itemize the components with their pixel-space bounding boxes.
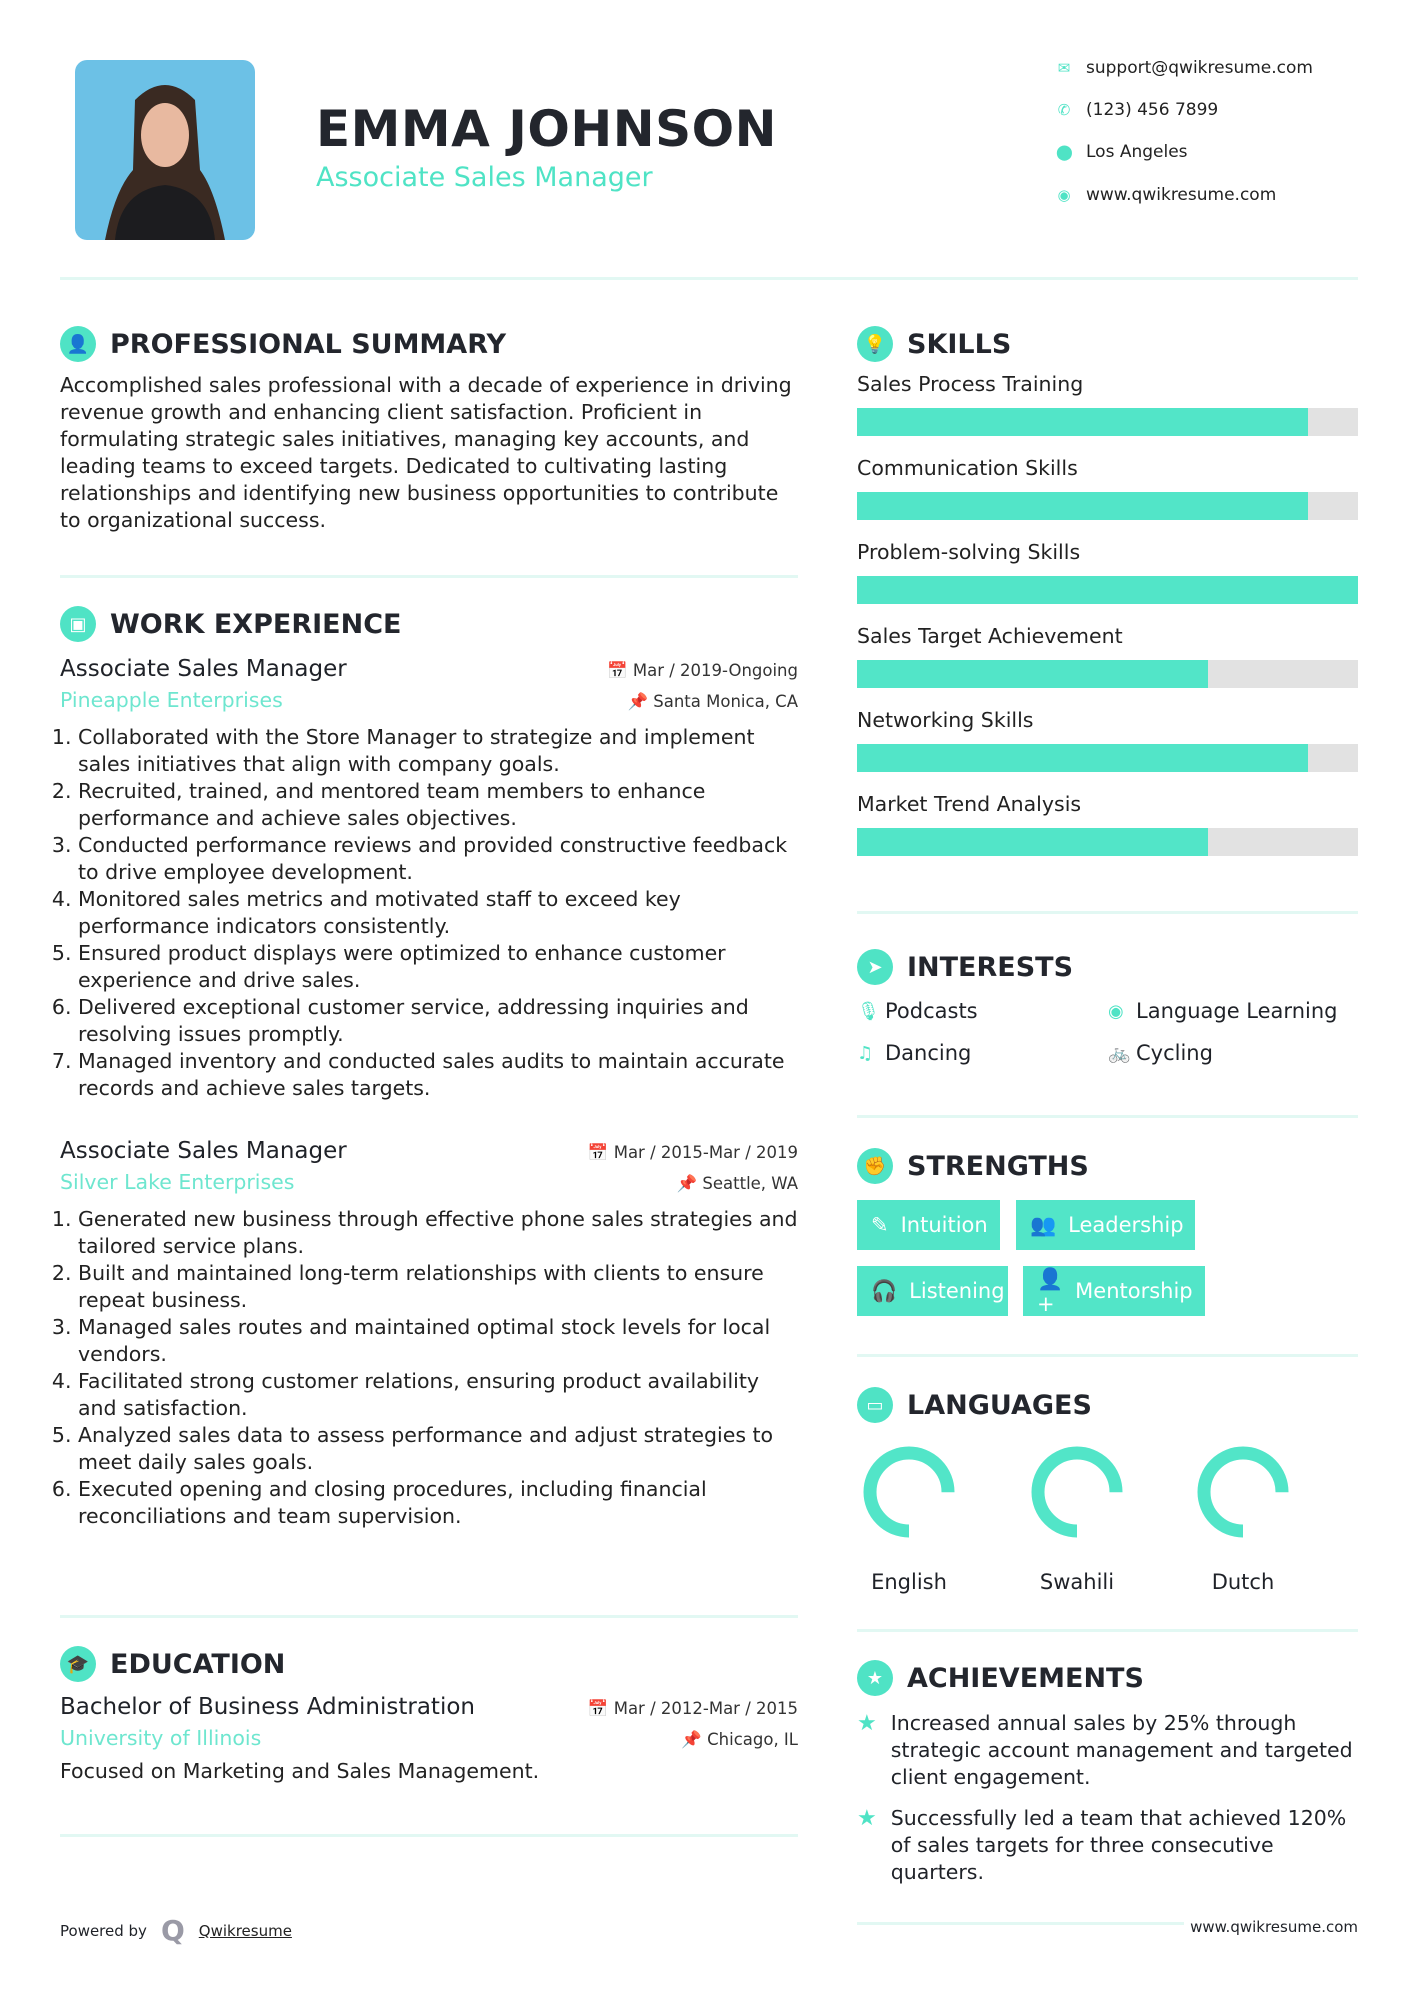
skill-name: Sales Process Training <box>857 372 1084 396</box>
pin-icon: 📌 <box>681 1730 708 1749</box>
job-date-text: Mar / 2019-Ongoing <box>632 661 798 680</box>
interests-heading <box>857 949 1358 985</box>
skill-name: Sales Target Achievement <box>857 624 1123 648</box>
interest-item <box>857 999 1108 1023</box>
contact-email-text: support@qwikresume.com <box>1086 58 1313 78</box>
education-location-text: Chicago, IL <box>707 1730 798 1749</box>
bullet: 3. Managed sales routes and maintained optimal stock levels for local vendors. <box>78 1314 798 1368</box>
skill-bar-fill <box>857 660 1208 688</box>
bullet: 3. Conducted performance reviews and provided constructive feedback to drive employee development. <box>78 832 798 886</box>
pin-icon: 📌 <box>627 692 654 711</box>
language-item <box>1017 1442 1137 1594</box>
bullet: 2. Recruited, trained, and mentored team members to enhance performance and achieve sales objectives. <box>78 778 798 832</box>
globe-icon: ◉ <box>1108 1000 1124 1022</box>
skill-name: Problem-solving Skills <box>857 540 1081 564</box>
phone-icon: ✆ <box>1057 101 1071 119</box>
interest-label: Cycling <box>1136 1041 1213 1065</box>
skills-heading-text: SKILLS <box>907 328 1012 360</box>
skill-item <box>857 624 1358 688</box>
skill-name: Market Trend Analysis <box>857 792 1082 816</box>
star-icon: ★ <box>857 1711 877 1736</box>
education-date <box>588 1699 798 1719</box>
interest-label: Language Learning <box>1136 999 1338 1023</box>
achievement-text: Successfully led a team that achieved 120% of sales targets for three consecutive quarters. <box>890 1806 1347 1884</box>
skill-item <box>857 456 1358 520</box>
job-entry <box>60 1138 798 1530</box>
interests-heading-text: INTERESTS <box>907 951 1074 983</box>
section-divider <box>857 1354 1358 1357</box>
section-divider <box>857 1115 1358 1118</box>
school: University of Illinois <box>60 1726 262 1750</box>
job-date <box>588 1143 798 1163</box>
strength-label: Leadership <box>1068 1213 1184 1237</box>
language-item <box>1183 1442 1303 1594</box>
bullet: 4. Facilitated strong customer relations, ensuring product availability and satisfaction. <box>78 1368 798 1422</box>
degree: Bachelor of Business Administration <box>60 1694 475 1720</box>
magic-wand-icon: ✎ <box>871 1213 889 1237</box>
language-label: Swahili <box>1039 1570 1115 1594</box>
skill-bar <box>857 492 1358 520</box>
strength-tag <box>1016 1200 1195 1250</box>
skills-heading <box>857 326 1358 362</box>
job-location-text: Santa Monica, CA <box>653 692 798 711</box>
bullet: 5. Ensured product displays were optimized to enhance customer experience and drive sales. <box>78 940 798 994</box>
bullet: 6. Executed opening and closing procedures, including financial reconciliations and team supervision. <box>78 1476 798 1530</box>
header-divider <box>60 277 1358 280</box>
skill-bar-fill <box>857 744 1308 772</box>
section-divider <box>60 575 798 578</box>
section-divider <box>60 1834 798 1837</box>
language-label: Dutch <box>1211 1570 1275 1594</box>
lightbulb-icon: 💡 <box>857 326 893 362</box>
section-divider <box>857 1629 1358 1632</box>
language-ring <box>1193 1442 1293 1542</box>
achievements-section <box>857 1660 1358 1886</box>
job-location <box>627 692 798 712</box>
star-badge-icon: ★ <box>857 1660 893 1696</box>
achievement-item <box>857 1710 1358 1791</box>
strengths-heading-text: STRENGTHS <box>907 1150 1089 1182</box>
contact-location <box>1056 142 1188 162</box>
contact-location-text: Los Angeles <box>1086 142 1188 162</box>
achievements-heading <box>857 1660 1358 1696</box>
summary-section <box>60 326 798 534</box>
brand-link[interactable]: Qwikresume <box>198 1921 292 1940</box>
profile-photo <box>75 60 255 240</box>
summary-heading-text: PROFESSIONAL SUMMARY <box>110 328 507 360</box>
footer-url[interactable]: www.qwikresume.com <box>1184 1918 1358 1936</box>
skill-item <box>857 372 1358 436</box>
qwikresume-logo-icon: Q <box>160 1914 185 1947</box>
strengths-heading <box>857 1148 1089 1184</box>
skill-item <box>857 540 1358 604</box>
calendar-icon: 📅 <box>587 1699 614 1718</box>
paper-plane-icon: ➤ <box>857 949 893 985</box>
skill-bar <box>857 828 1358 856</box>
language-item <box>849 1442 969 1594</box>
job-role: Associate Sales Manager <box>60 1138 347 1164</box>
languages-heading-text: LANGUAGES <box>907 1389 1092 1421</box>
skill-bar <box>857 408 1358 436</box>
user-plus-icon: 👤+ <box>1037 1266 1064 1316</box>
calendar-icon: 📅 <box>587 1143 614 1162</box>
contact-website[interactable] <box>1056 185 1276 205</box>
interest-item <box>1108 1041 1358 1065</box>
bullet: 6. Delivered exceptional customer service, addressing inquiries and resolving issues promptly. <box>78 994 798 1048</box>
strength-label: Listening <box>909 1279 1005 1303</box>
skill-item <box>857 792 1358 856</box>
education-section <box>60 1646 798 1785</box>
skill-bar-fill <box>857 828 1208 856</box>
contact-website-text: www.qwikresume.com <box>1086 185 1277 205</box>
bullet: 1. Collaborated with the Store Manager to strategize and implement sales initiatives that align with company goals. <box>78 724 798 778</box>
interest-label: Dancing <box>885 1041 972 1065</box>
job-location-text: Seattle, WA <box>702 1174 798 1193</box>
work-heading <box>60 606 798 642</box>
interest-item <box>1108 999 1358 1023</box>
job-bullets <box>60 724 798 1102</box>
map-pin-icon: ⬤ <box>1056 143 1073 161</box>
achievement-text: Increased annual sales by 25% through strategic account management and targeted client engagement. <box>890 1711 1353 1789</box>
education-location <box>681 1730 798 1750</box>
bullet: 4. Monitored sales metrics and motivated staff to exceed key performance indicators consistently. <box>78 886 798 940</box>
fist-icon: ✊ <box>857 1148 893 1184</box>
job-bullets <box>60 1206 798 1530</box>
interest-item <box>857 1041 1108 1065</box>
skill-name: Networking Skills <box>857 708 1034 732</box>
music-note-icon: ♫ <box>857 1042 874 1064</box>
headphones-icon: 🎧 <box>871 1278 898 1303</box>
job-role: Associate Sales Manager <box>60 656 347 682</box>
contact-phone <box>1056 100 1218 120</box>
pin-icon: 📌 <box>676 1174 703 1193</box>
footer-powered <box>60 1914 292 1947</box>
job-location <box>677 1174 798 1194</box>
summary-heading <box>60 326 798 362</box>
achievement-item <box>857 1805 1358 1886</box>
job-date <box>607 661 798 681</box>
interest-label: Podcasts <box>885 999 978 1023</box>
education-description: Focused on Marketing and Sales Management. <box>60 1759 540 1783</box>
contact-phone-text: (123) 456 7899 <box>1086 100 1219 120</box>
strength-tag <box>1023 1266 1205 1316</box>
strength-label: Mentorship <box>1075 1279 1193 1303</box>
skill-bar-fill <box>857 576 1358 604</box>
education-heading-text: EDUCATION <box>110 1648 286 1680</box>
calendar-icon: 📅 <box>607 661 633 680</box>
interests-section <box>857 949 1358 1065</box>
candidate-title: Associate Sales Manager <box>316 162 653 193</box>
skill-bar-fill <box>857 492 1308 520</box>
graduation-icon: 🎓 <box>60 1646 96 1682</box>
summary-text: Accomplished sales professional with a decade of experience in driving revenue growth and enhancing client satisfaction. Proficient in formulating strategic sales initiatives, managing key accounts, and leading teams to exceed targets. Dedicated to cultivating lasting relationships and identifying new business opportunities to contribute to organizational success. <box>60 373 792 532</box>
strength-tag <box>857 1266 1008 1316</box>
job-company: Pineapple Enterprises <box>60 688 283 712</box>
users-icon: 👥 <box>1030 1212 1057 1237</box>
bullet: 2. Built and maintained long-term relationships with clients to ensure repeat business. <box>78 1260 798 1314</box>
language-ring <box>859 1442 959 1542</box>
star-icon: ★ <box>857 1806 877 1831</box>
education-heading <box>60 1646 798 1682</box>
work-section <box>60 606 798 1530</box>
microphone-icon: 🎙 <box>857 1000 880 1022</box>
skill-bar <box>857 660 1358 688</box>
language-ring <box>1027 1442 1127 1542</box>
skill-bar <box>857 576 1358 604</box>
section-divider <box>60 1615 798 1618</box>
achievements-heading-text: ACHIEVEMENTS <box>907 1662 1144 1694</box>
work-heading-text: WORK EXPERIENCE <box>110 608 402 640</box>
candidate-name: EMMA JOHNSON <box>316 100 777 158</box>
globe-icon: ◉ <box>1057 186 1071 204</box>
briefcase-icon: ▣ <box>60 606 96 642</box>
user-icon: 👤 <box>60 326 96 362</box>
skill-bar-fill <box>857 408 1308 436</box>
envelope-icon: ✉ <box>1057 59 1071 77</box>
strength-tag <box>857 1200 1000 1250</box>
skill-item <box>857 708 1358 772</box>
job-company: Silver Lake Enterprises <box>60 1170 295 1194</box>
language-label: English <box>871 1570 947 1594</box>
bullet: 7. Managed inventory and conducted sales audits to maintain accurate records and achieve sales targets. <box>78 1048 798 1102</box>
strength-label: Intuition <box>900 1213 988 1237</box>
skill-bar <box>857 744 1358 772</box>
bicycle-icon: 🚲 <box>1108 1042 1131 1064</box>
education-date-text: Mar / 2012-Mar / 2015 <box>613 1699 798 1718</box>
skills-section <box>857 326 1358 876</box>
language-card-icon: ▭ <box>857 1387 893 1423</box>
powered-by-text: Powered by <box>60 1921 147 1940</box>
job-entry <box>60 656 798 1102</box>
bullet: 5. Analyzed sales data to assess performance and adjust strategies to meet daily sales goals. <box>78 1422 798 1476</box>
contact-email[interactable] <box>1056 58 1313 78</box>
section-divider <box>857 911 1358 914</box>
skill-name: Communication Skills <box>857 456 1078 480</box>
bullet: 1. Generated new business through effective phone sales strategies and tailored service plans. <box>78 1206 798 1260</box>
job-date-text: Mar / 2015-Mar / 2019 <box>613 1143 798 1162</box>
languages-heading <box>857 1387 1092 1423</box>
